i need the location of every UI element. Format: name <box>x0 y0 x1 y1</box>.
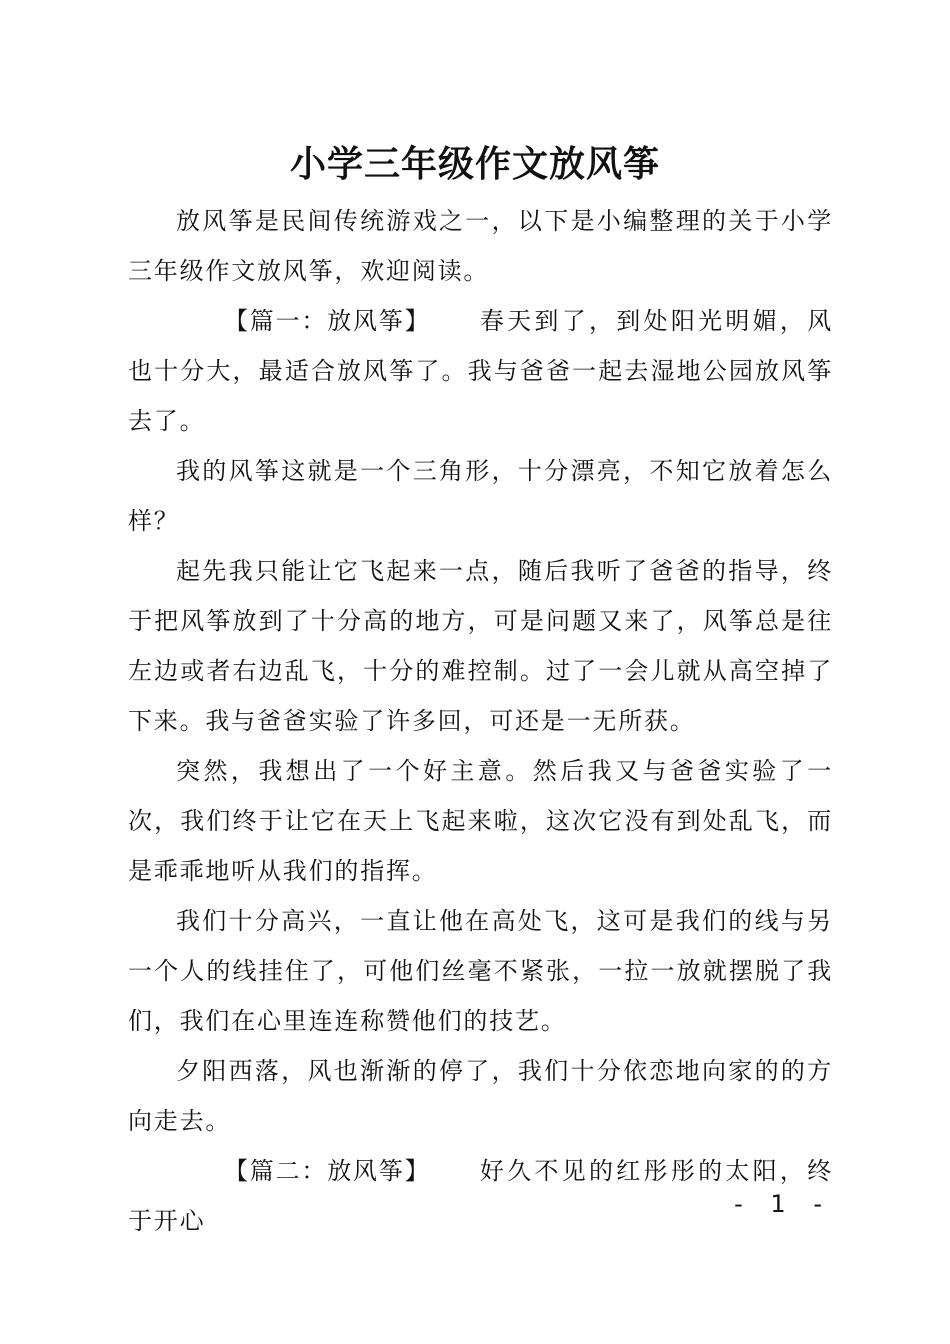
paragraph-text: 夕阳西落，风也渐渐的停了，我们十分依恋地向家的的方向走去。 <box>128 1057 833 1135</box>
paragraph-text: 好久不见的红彤彤的太阳，终于开心 <box>128 1157 833 1235</box>
paragraph <box>128 896 833 1046</box>
paragraph <box>128 1046 833 1146</box>
section-heading: 【篇二：放风筝】 <box>224 1157 431 1185</box>
section-heading: 【篇一：放风筝】 <box>224 307 431 335</box>
document-title: 小学三年级作文放风筝 <box>289 144 660 185</box>
paragraph <box>128 446 833 546</box>
paragraph <box>128 746 833 896</box>
paragraph <box>128 546 833 746</box>
paragraph-section-two-start <box>128 1146 833 1246</box>
paragraph-text: 突然，我想出了一个好主意。然后我又与爸爸实验了一次，我们终于让它在天上飞起来啦，这次它没有到处乱飞，而是乖乖地听从我们的指挥。 <box>128 757 833 885</box>
paragraph-text: 我们十分高兴，一直让他在高处飞，这可是我们的线与另一个人的线挂住了，可他们丝毫不紧张，一拉一放就摆脱了我们，我们在心里连连称赞他们的技艺。 <box>128 907 833 1035</box>
paragraph-text: 春天到了，到处阳光明媚，风也十分大，最适合放风筝了。我与爸爸一起去湿地公园放风筝去了。 <box>128 307 833 435</box>
document-body <box>128 196 833 1246</box>
paragraph-section-one-start <box>128 296 833 446</box>
paragraph-text: 起先我只能让它飞起来一点，随后我听了爸爸的指导，终于把风筝放到了十分高的地方，可是问题又来了，风筝总是往左边或者右边乱飞，十分的难控制。过了一会儿就从高空掉了下来。我与爸爸实验了许多回，可还是一无所获。 <box>128 557 833 735</box>
paragraph-text: 放风筝是民间传统游戏之一，以下是小编整理的关于小学三年级作文放风筝，欢迎阅读。 <box>128 207 833 285</box>
paragraph-text: 我的风筝这就是一个三角形，十分漂亮，不知它放着怎么样？ <box>128 457 833 535</box>
page-number: - 1 - <box>734 1190 832 1218</box>
paragraph-intro <box>128 196 833 296</box>
